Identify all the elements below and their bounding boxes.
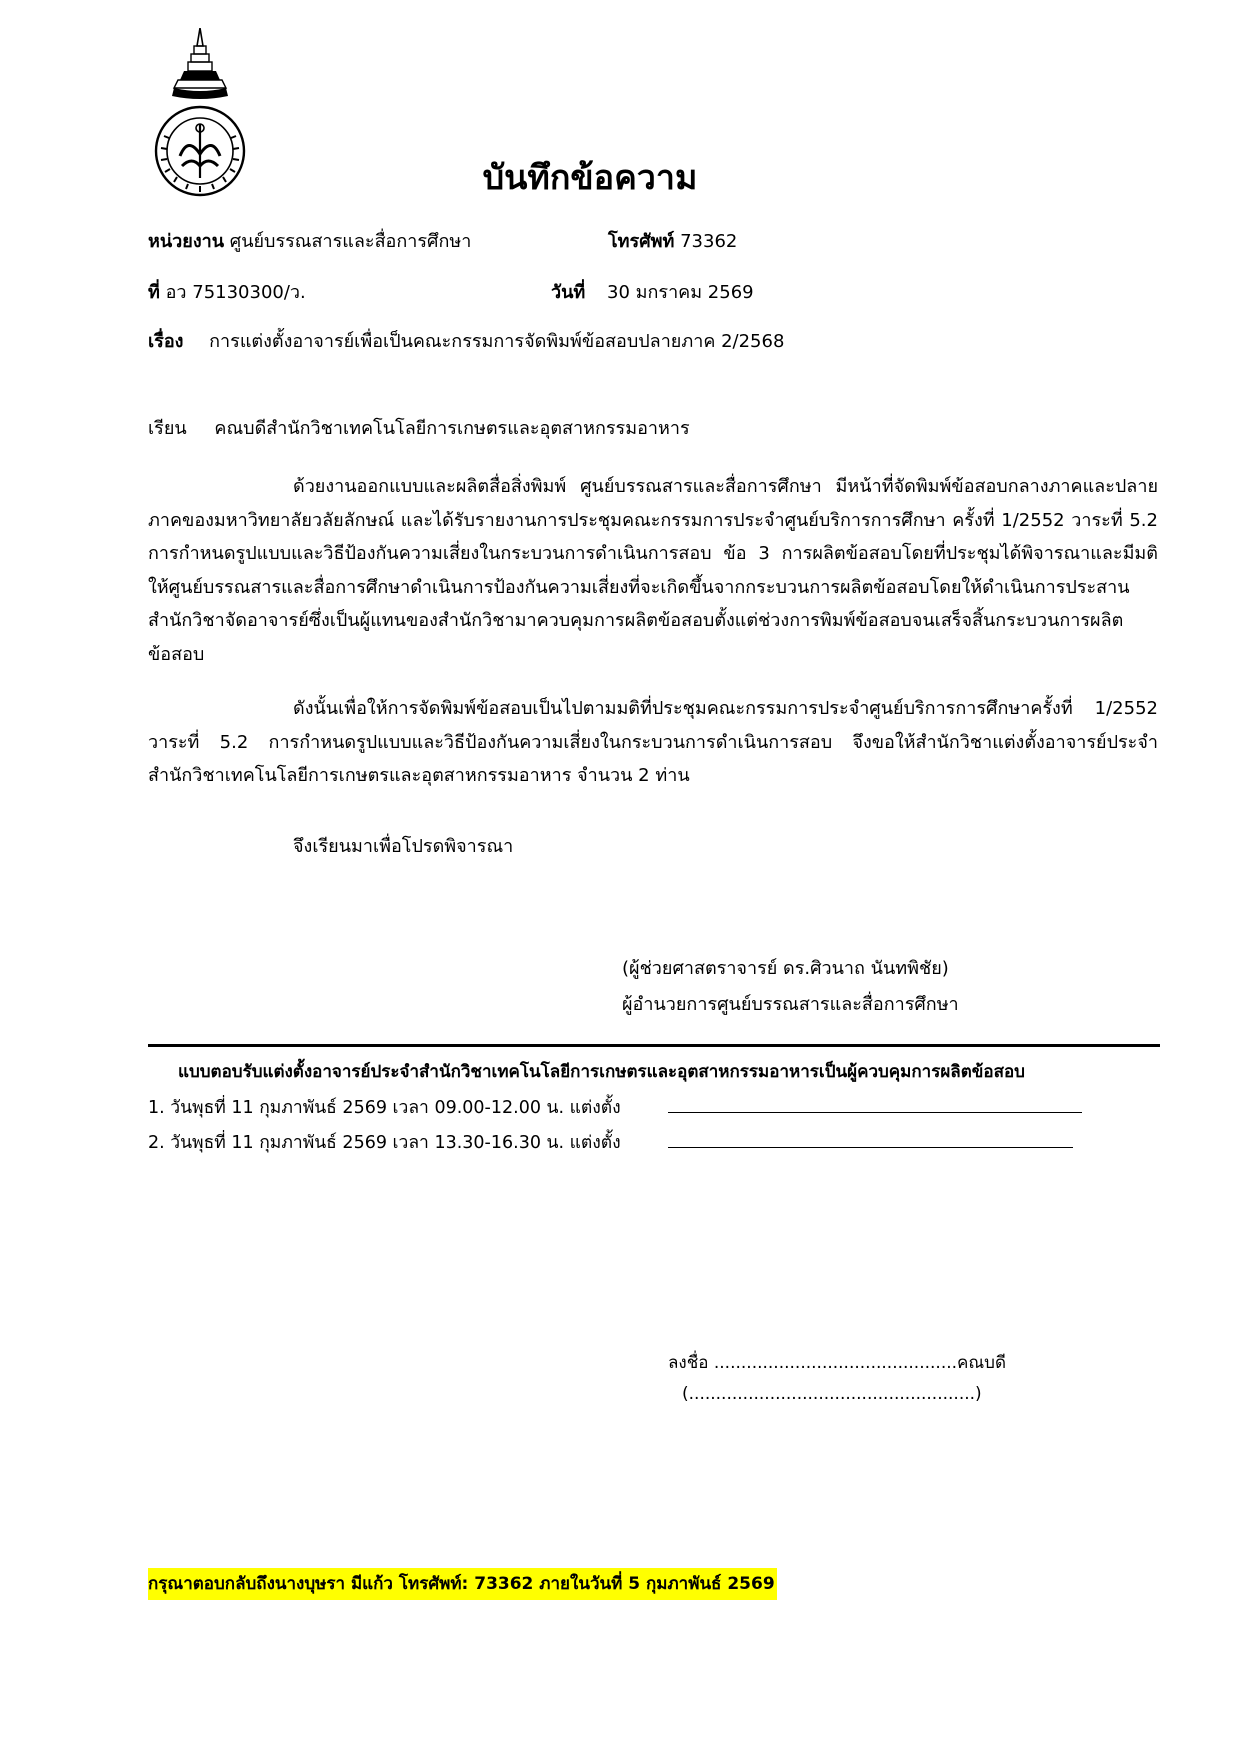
- subject-value: การแต่งตั้งอาจารย์เพื่อเป็นคณะกรรมการจัดพิมพ์ข้อสอบปลายภาค 2/2568: [209, 331, 785, 352]
- reply-form-heading: แบบตอบรับแต่งตั้งอาจารย์ประจำสำนักวิชาเทคโนโลยีการเกษตรและอุตสาหกรรมอาหารเป็นผู้ควบคุมการผลิตข้อสอบ: [178, 1062, 1025, 1082]
- signatory-name: (ผู้ช่วยศาสตราจารย์ ดร.ศิวนาถ นันทพิชัย): [622, 958, 949, 979]
- salutation-recipient: คณบดีสำนักวิชาเทคโนโลยีการเกษตรและอุตสาหกรรมอาหาร: [214, 418, 690, 439]
- unit-label: หน่วยงาน: [148, 231, 225, 252]
- reply-item-2: 2. วันพุธที่ 11 กุมภาพันธ์ 2569 เวลา 13.30-16.30 น. แต่งตั้ง: [148, 1133, 621, 1153]
- unit-field: [148, 226, 471, 255]
- reference-field: [148, 277, 306, 306]
- section-divider: [148, 1044, 1160, 1047]
- salutation-label: เรียน: [148, 418, 187, 439]
- date-field: [551, 277, 754, 306]
- body-paragraph-2: ดังนั้นเพื่อให้การจัดพิมพ์ข้อสอบเป็นไปตามมติที่ประชุมคณะกรรมการประจำศูนย์บริการการศึกษาครั้งที่ 1/2552 วาระที่ 5.2 การกำหนดรูปแบบและวิธีป้องกันความเสี่ยงในกระบวนการดำเนินการสอบ จึงขอให้สำนักวิชาแต่งตั้งอาจารย์ประจำสำนักวิชาเทคโนโลยีการเกษตรและอุตสาหกรรมอาหาร จำนวน 2 ท่าน: [148, 698, 1158, 786]
- subject-label: เรื่อง: [148, 331, 184, 352]
- dean-signature-line: ลงชื่อ .............................................คณบดี: [668, 1353, 1007, 1373]
- reply-item-1: 1. วันพุธที่ 11 กุมภาพันธ์ 2569 เวลา 09.00-12.00 น. แต่งตั้ง: [148, 1098, 621, 1118]
- phone-value: 73362: [680, 231, 738, 252]
- reference-label: ที่: [148, 282, 160, 303]
- body-paragraph-1: ด้วยงานออกแบบและผลิตสื่อสิ่งพิมพ์ ศูนย์บรรณสารและสื่อการศึกษา มีหน้าที่จัดพิมพ์ข้อสอบกลางภาคและปลายภาคของมหาวิทยาลัยวลัยลักษณ์ และได้รับรายงานการประชุมคณะกรรมการประจำศูนย์บริการการศึกษา ครั้งที่ 1/2552 วาระที่ 5.2 การกำหนดรูปแบบและวิธีป้องกันความเสี่ยงในกระบวนการดำเนินการสอบ ข้อ 3 การผลิตข้อสอบโดยที่ประชุมได้พิจารณาและมีมติให้ศูนย์บรรณสารและสื่อการศึกษาดำเนินการป้องกันความเสี่ยงที่จะเกิดขึ้นจากกระบวนการผลิตข้อสอบโดยให้ดำเนินการประสานสำนักวิชาจัดอาจารย์ซึ่งเป็นผู้แทนของสำนักวิชามาควบคุมการผลิตข้อสอบตั้งแต่ช่วงการพิมพ์ข้อสอบจนเสร็จสิ้นกระบวนการผลิตข้อสอบ: [148, 476, 1158, 665]
- date-value: 30 มกราคม 2569: [607, 282, 754, 303]
- reference-value: อว 75130300/ว.: [165, 282, 306, 303]
- signatory-position: ผู้อำนวยการศูนย์บรรณสารและสื่อการศึกษา: [622, 994, 959, 1015]
- reply-deadline-note: กรุณาตอบกลับถึงนางบุษรา มีแก้ว โทรศัพท์: 73362 ภายในวันที่ 5 กุมภาพันธ์ 2569: [148, 1568, 777, 1600]
- closing-line: จึงเรียนมาเพื่อโปรดพิจารณา: [293, 836, 514, 857]
- document-title: บันทึกข้อความ: [482, 158, 698, 198]
- salutation: [148, 413, 690, 442]
- unit-value: ศูนย์บรรณสารและสื่อการศึกษา: [229, 231, 472, 252]
- phone-label: โทรศัพท์: [608, 231, 675, 252]
- date-label: วันที่: [551, 282, 586, 303]
- reply-blank-1[interactable]: [668, 1112, 1082, 1113]
- reply-blank-2[interactable]: [668, 1147, 1073, 1148]
- dean-name-line: (.....................................................): [682, 1384, 982, 1404]
- subject-field: [148, 326, 784, 355]
- phone-field: [608, 226, 737, 255]
